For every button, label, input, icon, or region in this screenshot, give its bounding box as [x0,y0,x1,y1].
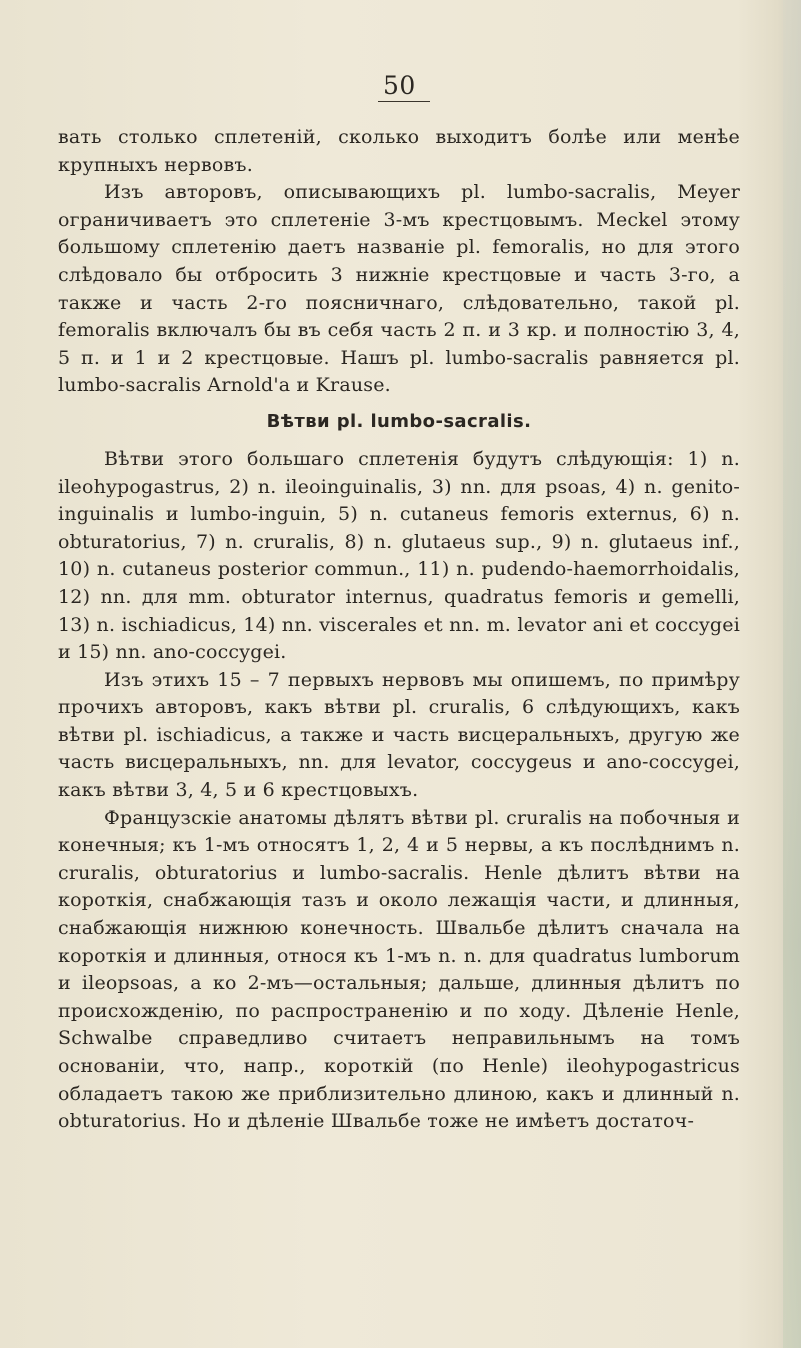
page-number-underline [378,101,430,102]
paragraph-grouping: Изъ этихъ 15 – 7 первыхъ нервовъ мы опишемъ, по примѣру прочихъ авторовъ, какъ вѣтви pl. cruralis, 6 слѣдующихъ, какъ вѣтви pl. ischiadicus, а также и часть висцеральныхъ, другую же часть висцеральныхъ, nn. для levator, coccygeus и ano-coccygei, какъ вѣтви 3, 4, 5 и 6 крестцовыхъ. [58,668,740,802]
paragraph-authors: Изъ авторовъ, описывающихъ pl. lumbo-sacralis, Meyer ограничиваетъ это сплетеніе 3-мъ крестцовымъ. Meckel этому большому сплетенію даетъ названіе pl. femoralis, но для этого слѣдовало бы отбросить 3 нижніе крестцовые и часть 3-го, а также и часть 2-го поясничнаго, слѣдовательно, такой pl. femoralis включалъ бы въ себя часть 2 п. и 3 кр. и полностію 3, 4, 5 п. и 1 и 2 крестцовые. Нашъ pl. lumbo-sacralis равняется pl. lumbo-sacralis Arnold'а и Krause. [58,181,740,397]
paragraph-branches-list: Вѣтви этого большаго сплетенія будутъ слѣдующія: 1) n. ileohypogastrus, 2) n. ileoinguinalis, 3) nn. для psoas, 4) n. genito-inguinalis и lumbo-inguin, 5) n. cutaneus femoris externus, 6) n. obturatorius, 7) n. cruralis, 8) n. glutaeus sup., 9) n. glutaeus inf., 10) n. cutaneus posterior commun., 11) n. pudendo-haemorrhoidalis, 12) nn. для mm. obturator internus, quadratus femoris и gemelli, 13) n. ischiadicus, 14) nn. viscerales et nn. m. levator ani et coccygei и 15) nn. ano-coccygei. [58,447,740,664]
body-text [58,124,740,1136]
page-number: 50 [383,71,416,100]
paragraph-continuation: вать столько сплетеній, сколько выходитъ болѣе или менѣе крупныхъ нервовъ. [58,126,740,176]
page-edge-shadow [783,0,801,1348]
section-heading: Вѣтви pl. lumbo-sacralis. [266,410,532,432]
paragraph-french-anatomists: Французскіе анатомы дѣлятъ вѣтви pl. cruralis на побочныя и конечныя; къ 1-мъ относятъ 1, 2, 4 и 5 нервы, а къ послѣднимъ n. cruralis, obturatorius и lumbo-sacralis. Henle дѣлитъ вѣтви на короткія, снабжающія тазъ и около лежащія части, и длинныя, снабжающія нижнюю конечность. Швальбе дѣлитъ сначала на короткія и длинныя, относя къ 1-мъ n. n. для quadratus lumborum и ileopsoas, а ко 2-мъ—остальныя; дальше, длинныя дѣлитъ по происхожденію, по распространенію и по ходу. Дѣленіе Henle, Schwalbe справедливо считаетъ неправильнымъ на томъ основаніи, что, напр., короткій (по Henle) ileohypogastricus обладаетъ такою же приблизительно длиною, какъ и длинный n. obturatorius. Но и дѣленіе Швальбе тоже не имѣетъ достаточ- [58,806,740,1133]
